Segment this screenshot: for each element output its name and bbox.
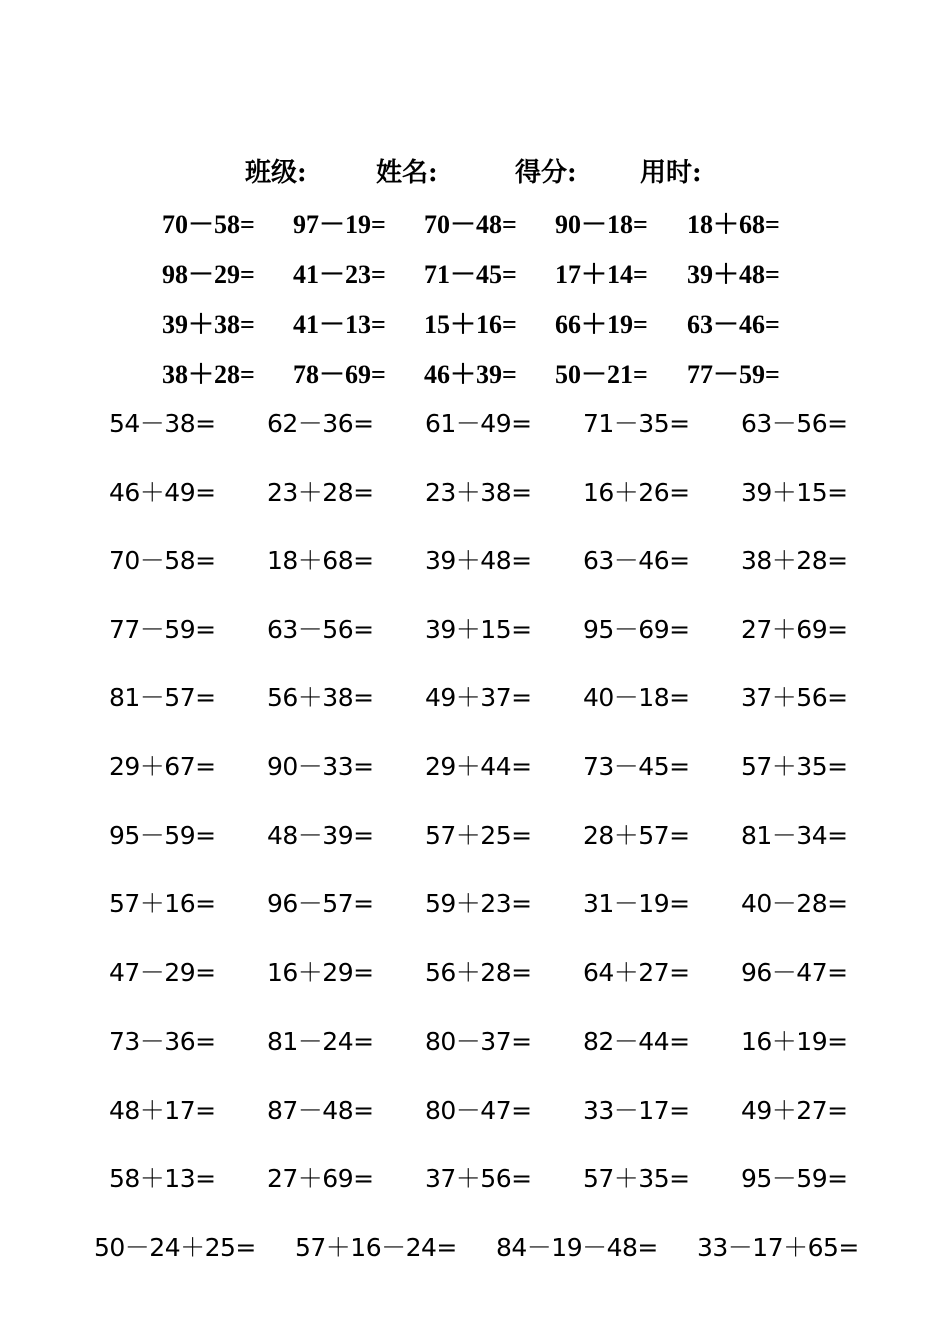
math-problem: 70－58= [109, 546, 216, 575]
math-problem: 33－17＋65= [697, 1233, 859, 1262]
name-label: 姓名: [376, 158, 438, 188]
math-problem: 54－38= [109, 409, 216, 438]
math-problem: 17＋14= [555, 260, 648, 289]
math-problem: 31－19= [583, 889, 690, 918]
math-problem: 78－69= [293, 360, 386, 389]
problem-row [0, 473, 950, 513]
math-problem: 95－59= [109, 821, 216, 850]
problem-row [0, 404, 950, 444]
math-problem: 39＋48= [425, 546, 532, 575]
math-problem: 87－48= [267, 1096, 374, 1125]
math-problem: 23＋38= [425, 478, 532, 507]
math-problem: 16＋29= [267, 958, 374, 987]
math-problem: 41－13= [293, 310, 386, 339]
math-problem: 50－24＋25= [94, 1233, 256, 1262]
math-problem: 29＋67= [109, 752, 216, 781]
math-problem: 64＋27= [583, 958, 690, 987]
three-term-problem-row [0, 1228, 950, 1268]
math-problem: 66＋19= [555, 310, 648, 339]
math-problem: 41－23= [293, 260, 386, 289]
math-problem: 96－47= [741, 958, 848, 987]
math-problem: 63－46= [583, 546, 690, 575]
math-problem: 57＋25= [425, 821, 532, 850]
math-problem: 95－59= [741, 1164, 848, 1193]
math-problem: 63－56= [741, 409, 848, 438]
math-problem: 40－28= [741, 889, 848, 918]
class-label: 班级: [245, 158, 307, 188]
math-problem: 96－57= [267, 889, 374, 918]
score-label: 得分: [515, 158, 577, 188]
math-problem: 18＋68= [687, 210, 780, 239]
math-problem: 90－33= [267, 752, 374, 781]
problem-row [0, 254, 950, 294]
math-problem: 61－49= [425, 409, 532, 438]
problem-row [0, 1091, 950, 1131]
math-problem: 16＋26= [583, 478, 690, 507]
math-problem: 81－34= [741, 821, 848, 850]
math-problem: 46＋39= [424, 360, 517, 389]
problem-row [0, 678, 950, 718]
math-problem: 81－57= [109, 683, 216, 712]
problem-row [0, 541, 950, 581]
math-problem: 59＋23= [425, 889, 532, 918]
math-problem: 71－45= [424, 260, 517, 289]
math-problem: 37＋56= [425, 1164, 532, 1193]
math-problem: 47－29= [109, 958, 216, 987]
math-problem: 39＋48= [687, 260, 780, 289]
math-problem: 57＋16－24= [295, 1233, 457, 1262]
math-problem: 82－44= [583, 1027, 690, 1056]
math-problem: 57＋35= [583, 1164, 690, 1193]
math-problem: 28＋57= [583, 821, 690, 850]
problem-row [0, 204, 950, 244]
math-problem: 73－45= [583, 752, 690, 781]
problem-row [0, 816, 950, 856]
math-problem: 49＋37= [425, 683, 532, 712]
math-problem: 18＋68= [267, 546, 374, 575]
math-problem: 63－46= [687, 310, 780, 339]
math-problem: 73－36= [109, 1027, 216, 1056]
math-problem: 16＋19= [741, 1027, 848, 1056]
math-problem: 77－59= [109, 615, 216, 644]
math-problem: 38＋28= [162, 360, 255, 389]
math-problem: 38＋28= [741, 546, 848, 575]
math-problem: 95－69= [583, 615, 690, 644]
problem-row [0, 884, 950, 924]
math-problem: 37＋56= [741, 683, 848, 712]
math-problem: 48－39= [267, 821, 374, 850]
math-problem: 97－19= [293, 210, 386, 239]
math-problem: 40－18= [583, 683, 690, 712]
problem-row [0, 610, 950, 650]
math-problem: 58＋13= [109, 1164, 216, 1193]
math-problem: 63－56= [267, 615, 374, 644]
math-problem: 48＋17= [109, 1096, 216, 1125]
math-problem: 39＋15= [741, 478, 848, 507]
math-problem: 81－24= [267, 1027, 374, 1056]
math-problem: 70－48= [424, 210, 517, 239]
problem-row [0, 1159, 950, 1199]
problem-row [0, 354, 950, 394]
math-problem: 23＋28= [267, 478, 374, 507]
math-problem: 98－29= [162, 260, 255, 289]
math-problem: 71－35= [583, 409, 690, 438]
problem-row [0, 304, 950, 344]
math-problem: 50－21= [555, 360, 648, 389]
math-problem: 80－37= [425, 1027, 532, 1056]
math-problem: 57＋16= [109, 889, 216, 918]
math-problem: 39＋38= [162, 310, 255, 339]
math-problem: 56＋38= [267, 683, 374, 712]
math-problem: 46＋49= [109, 478, 216, 507]
math-problem: 15＋16= [424, 310, 517, 339]
math-problem: 27＋69= [267, 1164, 374, 1193]
math-problem: 27＋69= [741, 615, 848, 644]
math-problem: 56＋28= [425, 958, 532, 987]
math-problem: 57＋35= [741, 752, 848, 781]
math-problem: 77－59= [687, 360, 780, 389]
math-problem: 90－18= [555, 210, 648, 239]
math-problem: 33－17= [583, 1096, 690, 1125]
time-label: 用时: [640, 158, 702, 188]
problem-row [0, 747, 950, 787]
math-problem: 62－36= [267, 409, 374, 438]
math-problem: 80－47= [425, 1096, 532, 1125]
math-problem: 84－19－48= [496, 1233, 658, 1262]
math-problem: 70－58= [162, 210, 255, 239]
math-problem: 39＋15= [425, 615, 532, 644]
math-problem: 49＋27= [741, 1096, 848, 1125]
math-problem: 29＋44= [425, 752, 532, 781]
problem-row [0, 1022, 950, 1062]
problem-row [0, 953, 950, 993]
